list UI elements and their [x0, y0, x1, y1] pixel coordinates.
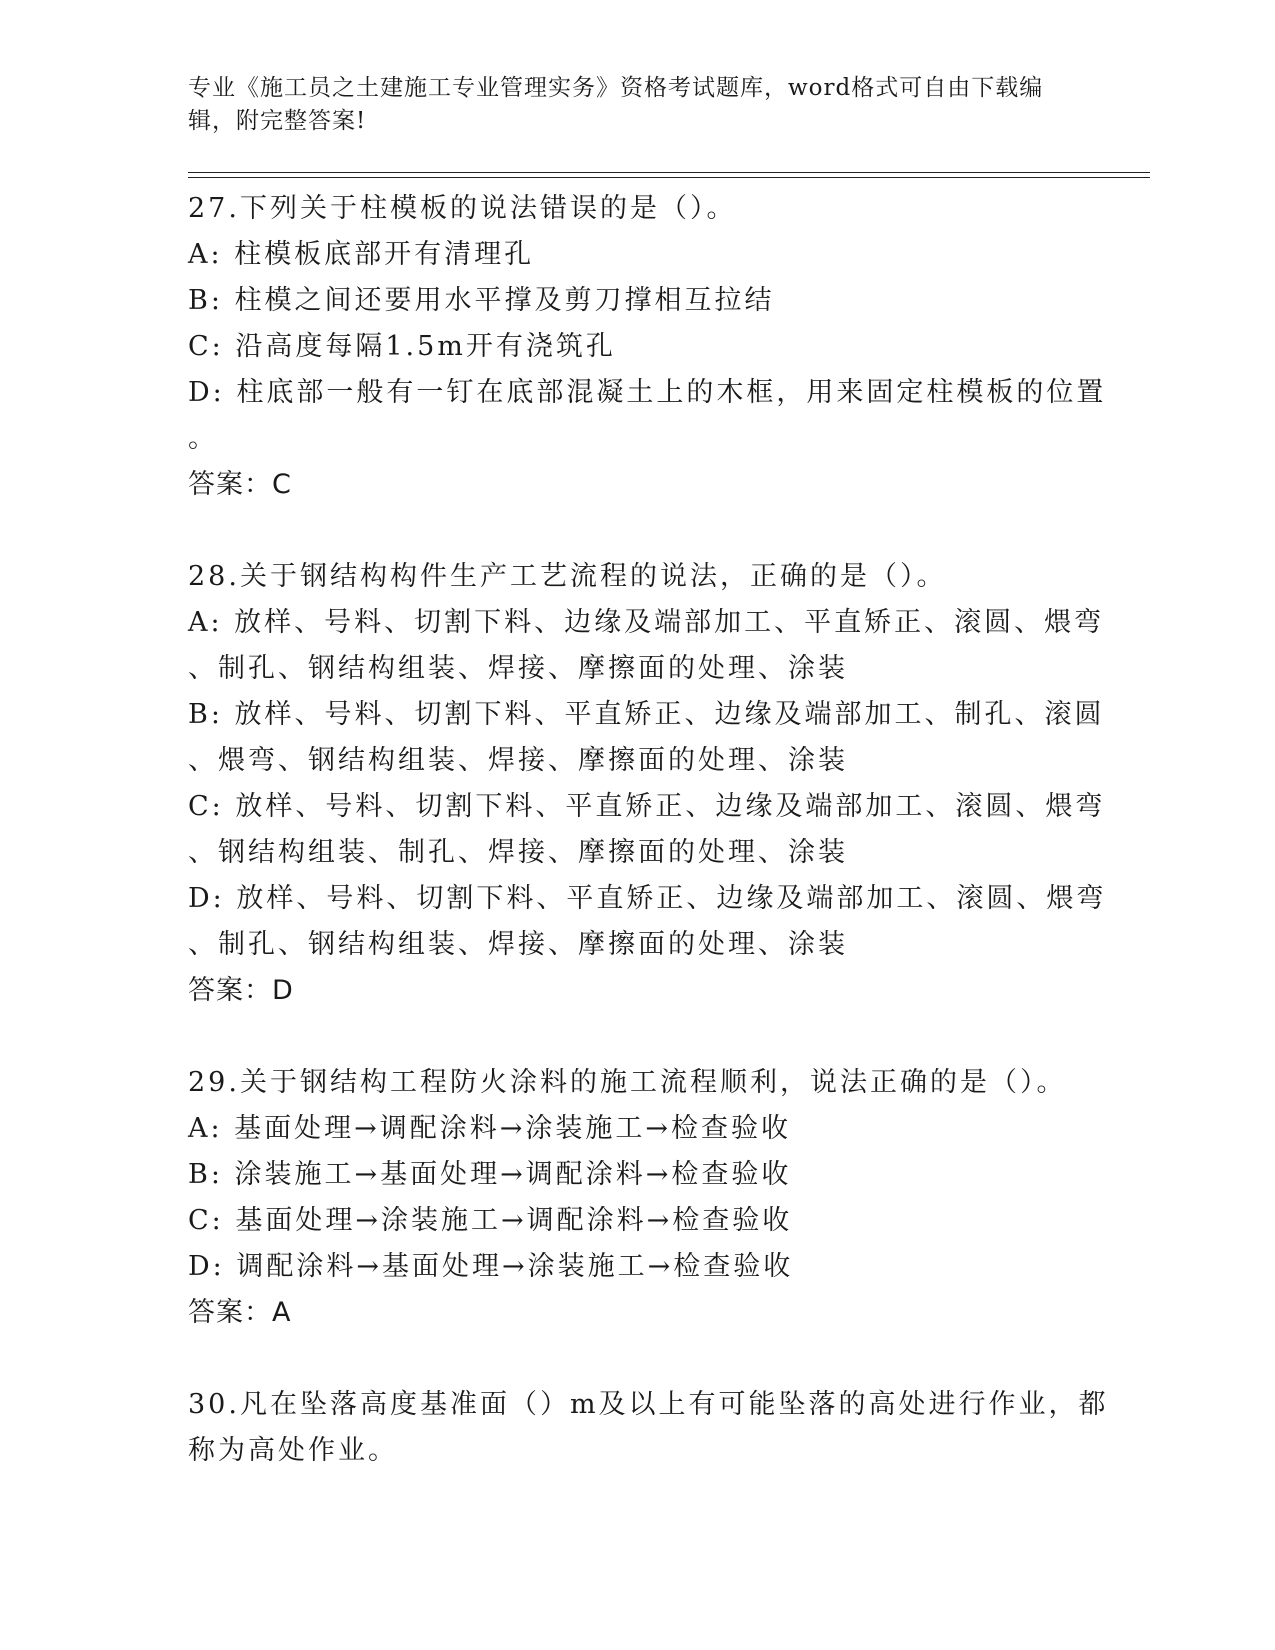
option-d: D: 柱底部一般有一钉在底部混凝土上的木框，用来固定柱模板的位置 — [188, 377, 1107, 408]
option-a: A: 放样、号料、切割下料、边缘及端部加工、平直矫正、滚圆、煨弯 — [188, 607, 1105, 638]
document-header — [188, 72, 1068, 138]
option-c: C: 基面处理→涂装施工→调配涂料→检查验收 — [188, 1205, 793, 1236]
option-d: D: 调配涂料→基面处理→涂装施工→检查验收 — [188, 1251, 794, 1282]
question-stem: 29.关于钢结构工程防火涂料的施工流程顺利，说法正确的是（）。 — [188, 1067, 1067, 1098]
question-28 — [188, 554, 1107, 1014]
question-stem: 30.凡在坠落高度基准面（）m及以上有可能坠落的高处进行作业，都 — [188, 1389, 1109, 1420]
answer: 答案：D — [188, 975, 294, 1006]
question-list — [188, 186, 1109, 1474]
option-b-continuation: 、煨弯、钢结构组装、焊接、摩擦面的处理、涂装 — [188, 745, 848, 776]
option-c: C: 放样、号料、切割下料、平直矫正、边缘及端部加工、滚圆、煨弯 — [188, 791, 1106, 822]
spacer — [188, 1336, 1088, 1382]
question-stem: 28.关于钢结构构件生产工艺流程的说法，正确的是（）。 — [188, 561, 947, 592]
option-a: A: 柱模板底部开有清理孔 — [188, 239, 535, 270]
answer: 答案：A — [188, 1297, 292, 1328]
option-a: A: 基面处理→调配涂料→涂装施工→检查验收 — [188, 1113, 792, 1144]
option-d-continuation: 、制孔、钢结构组装、焊接、摩擦面的处理、涂装 — [188, 929, 848, 960]
question-stem-continuation: 称为高处作业。 — [188, 1435, 398, 1466]
spacer — [188, 508, 1088, 554]
header-rule-bottom — [188, 177, 1150, 178]
option-a-continuation: 、制孔、钢结构组装、焊接、摩擦面的处理、涂装 — [188, 653, 848, 684]
question-29 — [188, 1060, 1088, 1336]
question-30 — [188, 1382, 1109, 1474]
option-d-continuation: 。 — [188, 423, 218, 454]
header-line-1: 专业《施工员之土建施工专业管理实务》资格考试题库，word格式可自由下载编 — [188, 75, 1044, 101]
option-c-continuation: 、钢结构组装、制孔、焊接、摩擦面的处理、涂装 — [188, 837, 848, 868]
option-c: C: 沿高度每隔1.5m开有浇筑孔 — [188, 331, 616, 362]
header-rule-top — [188, 172, 1150, 173]
header-line-2: 辑，附完整答案! — [188, 108, 367, 134]
question-stem: 27.下列关于柱模板的说法错误的是（）。 — [188, 193, 737, 224]
question-27 — [188, 186, 1107, 508]
option-b: B: 柱模之间还要用水平撑及剪刀撑相互拉结 — [188, 285, 775, 316]
option-b: B: 涂装施工→基面处理→调配涂料→检查验收 — [188, 1159, 792, 1190]
option-b: B: 放样、号料、切割下料、平直矫正、边缘及端部加工、制孔、滚圆 — [188, 699, 1105, 730]
spacer — [188, 1014, 1088, 1060]
answer: 答案：C — [188, 469, 292, 500]
option-d: D: 放样、号料、切割下料、平直矫正、边缘及端部加工、滚圆、煨弯 — [188, 883, 1107, 914]
